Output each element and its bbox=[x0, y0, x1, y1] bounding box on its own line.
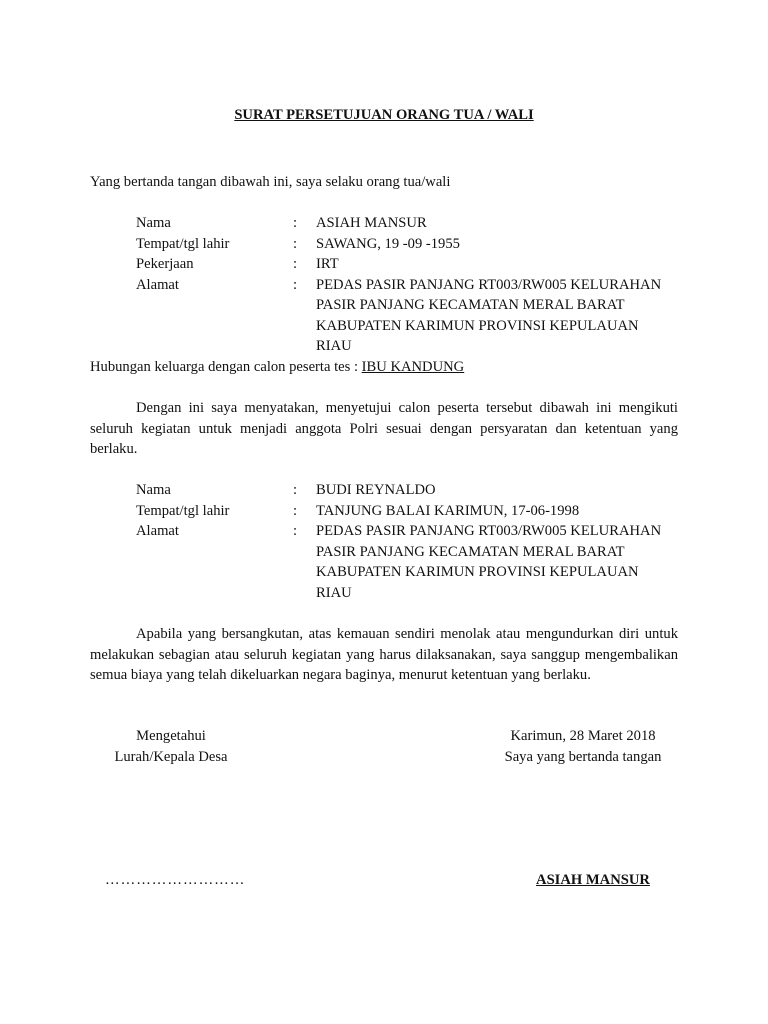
parent-alamat-line-3: KABUPATEN KARIMUN PROVINSI KEPULAUAN bbox=[316, 318, 639, 334]
signature-placeholder: ……………………… bbox=[105, 872, 246, 888]
closing-text: Apabila yang bersangkutan, atas kemauan sendiri menolak atau mengundurkan diri untuk melakukan sebagian atau seluruh kegiatan yang harus dilaksanakan, saya sanggup mengembalikan semua biaya yang telah dikeluarkan negara baginya, menurut ketentuan yang berlaku. bbox=[90, 626, 678, 683]
relationship-line bbox=[90, 357, 464, 378]
closing-paragraph bbox=[90, 624, 678, 686]
colon: : bbox=[293, 482, 298, 498]
parent-nama-label: Nama bbox=[136, 215, 171, 231]
candidate-alamat-line-1: PEDAS PASIR PANJANG RT003/RW005 KELURAHAN bbox=[316, 523, 662, 539]
place-date: Karimun, 28 Maret 2018 bbox=[510, 728, 656, 744]
lurah-label: Lurah/Kepala Desa bbox=[114, 749, 228, 765]
parent-alamat-line-4: RIAU bbox=[316, 338, 352, 354]
signatory-label: Saya yang bertanda tangan bbox=[504, 749, 662, 765]
colon: : bbox=[293, 256, 298, 272]
candidate-alamat-line-2: PASIR PANJANG KECAMATAN MERAL BARAT bbox=[316, 544, 625, 560]
candidate-alamat-label: Alamat bbox=[136, 523, 179, 539]
statement-paragraph bbox=[90, 398, 678, 460]
relationship-label: Hubungan keluarga dengan calon peserta tes : bbox=[90, 359, 358, 375]
colon: : bbox=[293, 503, 298, 519]
colon: : bbox=[293, 277, 298, 293]
relationship-value: IBU KANDUNG bbox=[361, 359, 465, 375]
candidate-nama-label: Nama bbox=[136, 482, 171, 498]
parent-pekerjaan-label: Pekerjaan bbox=[136, 256, 194, 272]
candidate-alamat-line-3: KABUPATEN KARIMUN PROVINSI KEPULAUAN bbox=[316, 564, 639, 580]
parent-alamat-line-2: PASIR PANJANG KECAMATAN MERAL BARAT bbox=[316, 297, 625, 313]
parent-ttl-label: Tempat/tgl lahir bbox=[136, 236, 230, 252]
parent-ttl-value: SAWANG, 19 -09 -1955 bbox=[316, 236, 460, 252]
colon: : bbox=[293, 236, 298, 252]
parent-pekerjaan-value: IRT bbox=[316, 256, 339, 272]
candidate-ttl-label: Tempat/tgl lahir bbox=[136, 503, 230, 519]
statement-text: Dengan ini saya menyatakan, menyetujui calon peserta tersebut dibawah ini mengikuti seluruh kegiatan untuk menjadi anggota Polri sesuai dengan persyaratan dan ketentuan yang berlaku. bbox=[90, 400, 678, 457]
colon: : bbox=[293, 215, 298, 231]
signatory-name: ASIAH MANSUR bbox=[536, 872, 650, 888]
document-title: SURAT PERSETUJUAN ORANG TUA / WALI bbox=[234, 107, 534, 123]
candidate-ttl-value: TANJUNG BALAI KARIMUN, 17-06-1998 bbox=[316, 503, 580, 519]
candidate-alamat-line-4: RIAU bbox=[316, 585, 352, 601]
intro-text: Yang bertanda tangan dibawah ini, saya selaku orang tua/wali bbox=[90, 174, 451, 190]
parent-alamat-line-1: PEDAS PASIR PANJANG RT003/RW005 KELURAHAN bbox=[316, 277, 662, 293]
candidate-nama-value: BUDI REYNALDO bbox=[316, 482, 436, 498]
mengetahui-label: Mengetahui bbox=[136, 728, 206, 744]
parent-alamat-label: Alamat bbox=[136, 277, 179, 293]
colon: : bbox=[293, 523, 298, 539]
parent-nama-value: ASIAH MANSUR bbox=[316, 215, 427, 231]
